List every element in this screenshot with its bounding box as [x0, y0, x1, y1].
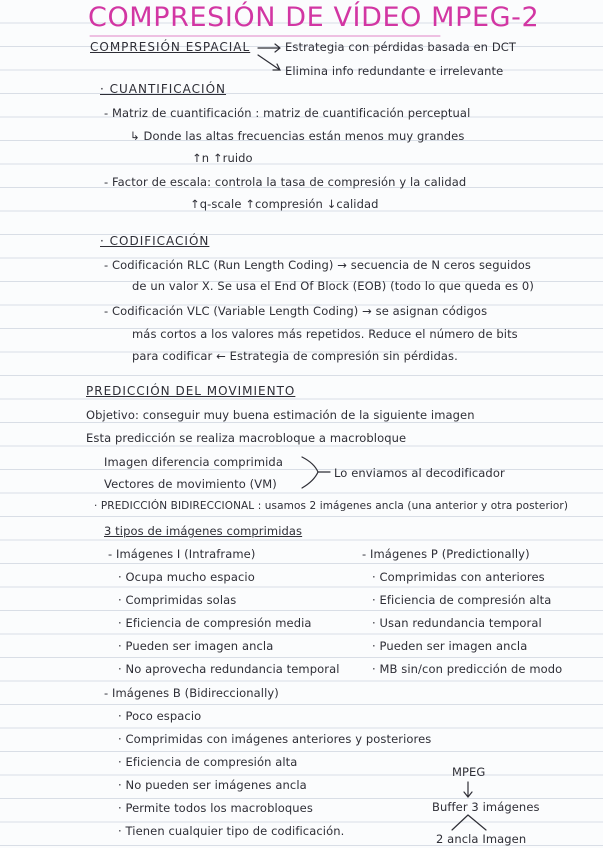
- imagen-i-item: · No aprovecha redundancia temporal: [118, 662, 340, 676]
- codificacion-line-1: - Codificación RLC (Run Length Coding) → secuencia de N ceros seguidos: [104, 258, 531, 272]
- codificacion-line-2: de un valor X. Se usa el End Of Block (EOB) (todo lo que queda es 0): [132, 279, 534, 293]
- section-heading-cuantificacion: · CUANTIFICACIÓN: [100, 82, 227, 96]
- prediccion-line-4: Vectores de movimiento (VM): [104, 477, 277, 491]
- imagen-b-heading: - Imágenes B (Bidireccionally): [104, 686, 279, 700]
- diagram-mpeg-label: MPEG: [452, 765, 486, 779]
- imagen-p-item: · Comprimidas con anteriores: [372, 570, 545, 584]
- codificacion-line-4: más cortos a los valores más repetidos. Reduce el número de bits: [132, 327, 518, 341]
- codificacion-line-3: - Codificación VLC (Variable Length Coding) → se asignan códigos: [104, 304, 488, 318]
- prediccion-line-6: 3 tipos de imágenes comprimidas: [104, 524, 303, 538]
- page-title: COMPRESIÓN DE VÍDEO MPEG-2: [88, 2, 540, 33]
- imagen-p-item: · Eficiencia de compresión alta: [372, 593, 552, 607]
- prediccion-line-5: · PREDICCIÓN BIDIRECCIONAL : usamos 2 imágenes ancla (una anterior y otra posterior): [94, 500, 569, 512]
- prediccion-line-3: Imagen diferencia comprimida: [104, 455, 283, 469]
- imagen-p-item: · Usan redundancia temporal: [372, 616, 542, 630]
- imagen-p-item: · Pueden ser imagen ancla: [372, 639, 528, 653]
- prediccion-line-1: Objetivo: conseguir muy buena estimación de la siguiente imagen: [86, 408, 475, 422]
- codificacion-line-5: para codificar ← Estrategia de compresión sin pérdidas.: [132, 349, 458, 363]
- imagen-i-item: · Comprimidas solas: [118, 593, 237, 607]
- imagen-p-item: · MB sin/con predicción de modo: [372, 662, 563, 676]
- section-heading-espacial: COMPRESIÓN ESPACIAL: [90, 40, 251, 54]
- split-arrow-icon: [452, 815, 486, 830]
- imagen-i-heading: - Imágenes I (Intraframe): [108, 547, 256, 561]
- imagen-b-item: · Poco espacio: [118, 709, 202, 723]
- section-heading-codificacion: · CODIFICACIÓN: [100, 234, 210, 248]
- section-heading-prediccion: PREDICCIÓN DEL MOVIMIENTO: [86, 384, 296, 398]
- arrow-down-right-icon: [258, 55, 280, 70]
- imagen-b-item: · Comprimidas con imágenes anteriores y posteriores: [118, 732, 432, 746]
- cuantificacion-line-3: ↑n ↑ruido: [192, 151, 253, 165]
- imagen-b-item: · Eficiencia de compresión alta: [118, 755, 298, 769]
- imagen-b-item: · No pueden ser imágenes ancla: [118, 778, 307, 792]
- brace-note: Lo enviamos al decodificador: [334, 466, 505, 480]
- cuantificacion-line-4: - Factor de escala: controla la tasa de compresión y la calidad: [104, 175, 467, 189]
- imagen-b-item: · Tienen cualquier tipo de codificación.: [118, 824, 345, 838]
- cuantificacion-line-2: ↳ Donde las altas frecuencias están menos muy grandes: [130, 129, 465, 143]
- arrow-down-icon: [464, 782, 472, 797]
- imagen-i-item: · Eficiencia de compresión media: [118, 616, 312, 630]
- prediccion-line-2: Esta predicción se realiza macrobloque a macrobloque: [86, 431, 407, 445]
- imagen-i-item: · Ocupa mucho espacio: [118, 570, 255, 584]
- espacial-arrow-text-2: Elimina info redundante e irrelevante: [285, 64, 504, 78]
- diagram-anchor-label: 2 ancla Imagen: [436, 832, 527, 846]
- brace-icon: [302, 457, 318, 488]
- imagen-b-item: · Permite todos los macrobloques: [118, 801, 313, 815]
- cuantificacion-line-5: ↑q-scale ↑compresión ↓calidad: [190, 197, 379, 211]
- diagram-buffer-label: Buffer 3 imágenes: [432, 800, 540, 814]
- imagen-i-item: · Pueden ser imagen ancla: [118, 639, 274, 653]
- espacial-arrow-text-1: Estrategia con pérdidas basada en DCT: [285, 40, 517, 54]
- imagen-p-heading: - Imágenes P (Predictionally): [362, 547, 530, 561]
- cuantificacion-line-1: - Matriz de cuantificación : matriz de cuantificación perceptual: [104, 106, 471, 120]
- arrow-right-icon: [258, 44, 280, 52]
